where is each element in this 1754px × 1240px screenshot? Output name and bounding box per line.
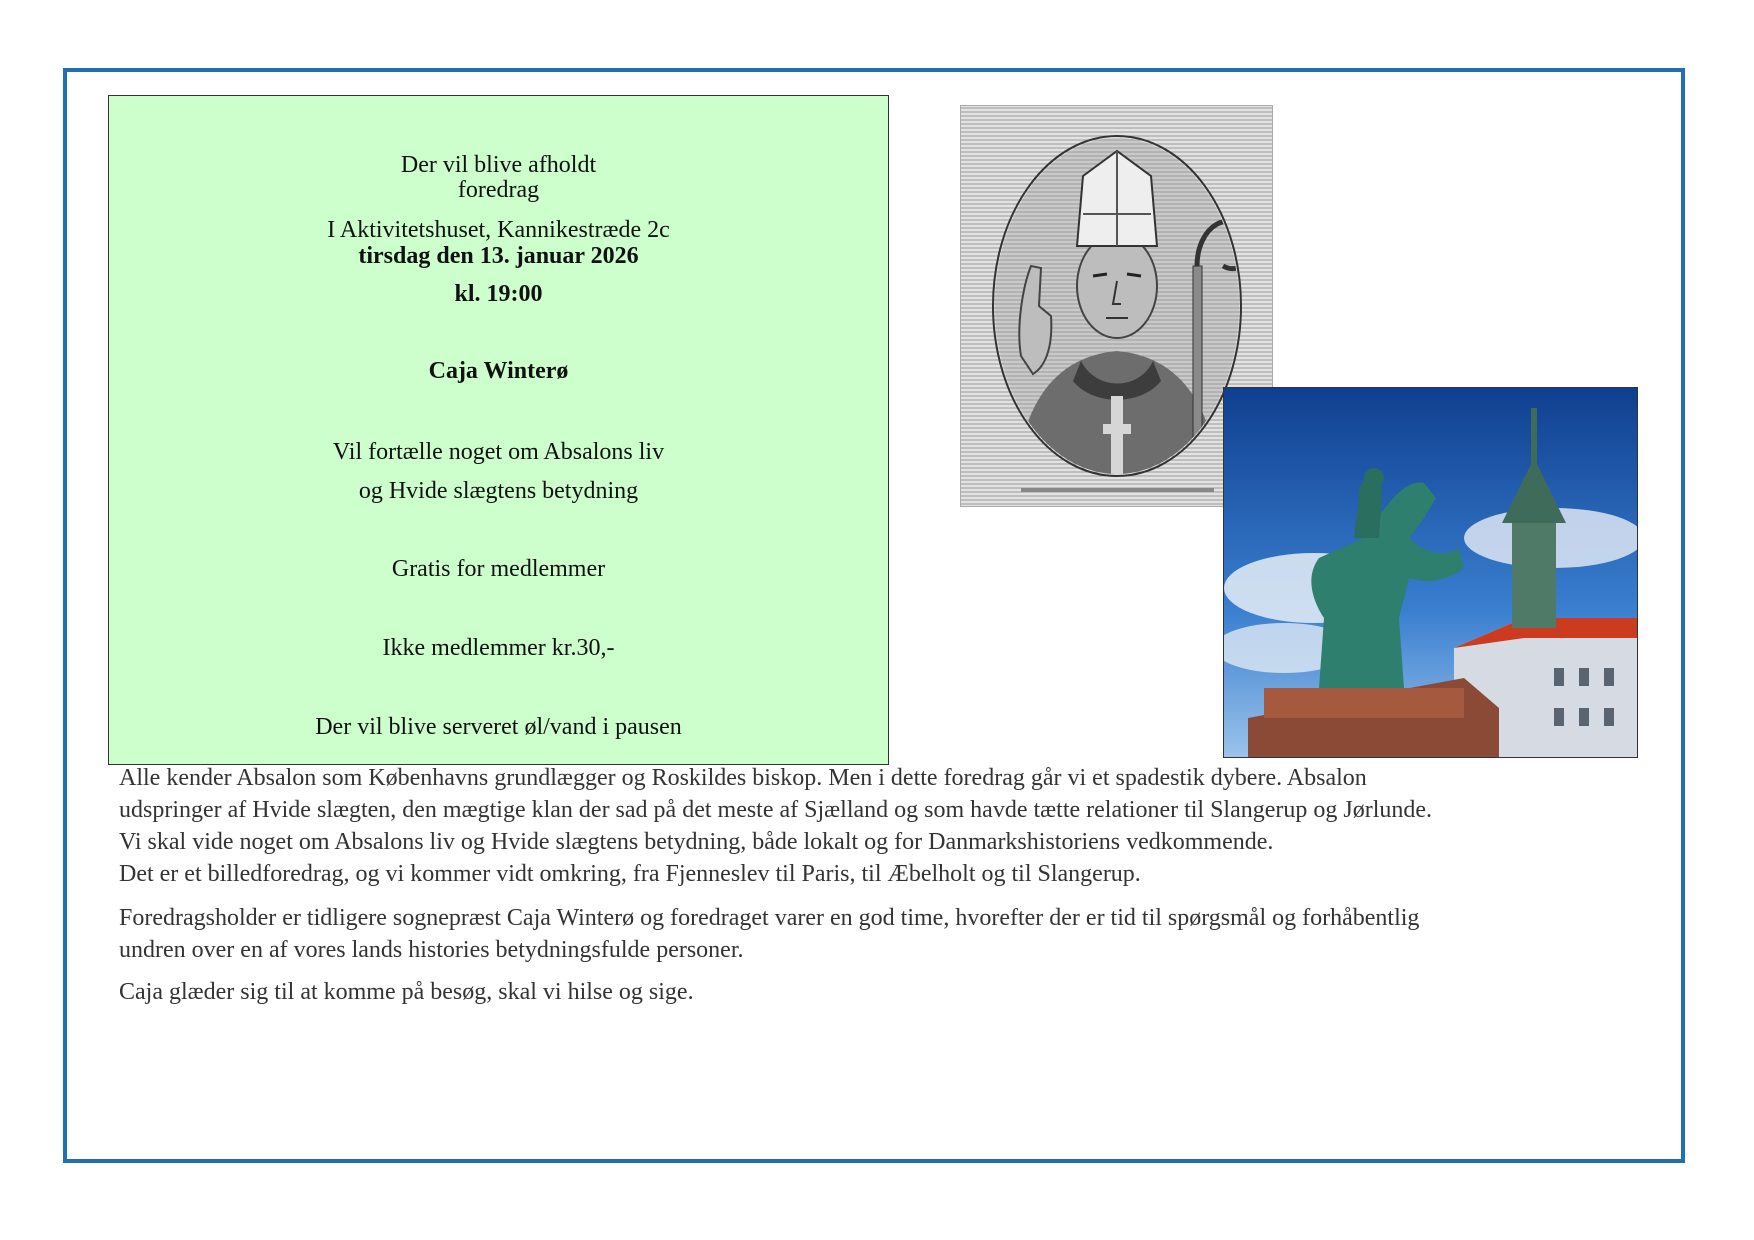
event-date: tirsdag den 13. januar 2026 <box>358 243 639 269</box>
description-line: Caja glæder sig til at komme på besøg, skal vi hilse og sige. <box>119 979 694 1005</box>
description-line: undren over en af vores lands histories betydningsfulde personer. <box>119 937 744 963</box>
topic-line-1: Vil fortælle noget om Absalons liv <box>332 439 665 465</box>
price-nonmembers: Ikke medlemmer kr.30,- <box>382 635 615 661</box>
description-line: udspringer af Hvide slægten, den mægtige klan der sad på det meste af Sjælland og som havde tætte relationer til Slangerup og Jørlunde. <box>119 797 1433 823</box>
event-info-box <box>108 95 889 765</box>
description-line: Foredragsholder er tidligere sognepræst Caja Winterø og foredraget varer en god time, hvorefter der er tid til spørgsmål og forhåbentlig <box>119 905 1420 931</box>
intro-line: Der vil blive afholdt <box>400 152 597 178</box>
speaker-name: Caja Winterø <box>428 358 569 384</box>
description-line: Alle kender Absalon som Københavns grundlægger og Roskildes biskop. Men i dette foredrag går vi et spadestik dybere. Absalon <box>119 765 1367 791</box>
event-time: kl. 19:00 <box>454 281 543 307</box>
description-paragraph-1 <box>119 762 1539 890</box>
topic-line-2: og Hvide slægtens betydning <box>358 478 639 504</box>
intro-line-2: foredrag <box>457 177 540 203</box>
description-paragraph-3 <box>119 976 1539 1008</box>
event-location: I Aktivitetshuset, Kannikestræde 2c <box>327 217 670 243</box>
description-paragraph-2 <box>119 902 1539 966</box>
absalon-statue-image <box>1223 387 1638 758</box>
description-line: Vi skal vide noget om Absalons liv og Hvide slægtens betydning, både lokalt og for Danmarkshistoriens vedkommende. <box>119 829 1274 855</box>
refreshments-note: Der vil blive serveret øl/vand i pausen <box>315 714 682 740</box>
description-line: Det er et billedforedrag, og vi kommer vidt omkring, fra Fjenneslev til Paris, til Æbelholt og til Slangerup. <box>119 861 1141 887</box>
price-members: Gratis for medlemmer <box>391 556 606 582</box>
